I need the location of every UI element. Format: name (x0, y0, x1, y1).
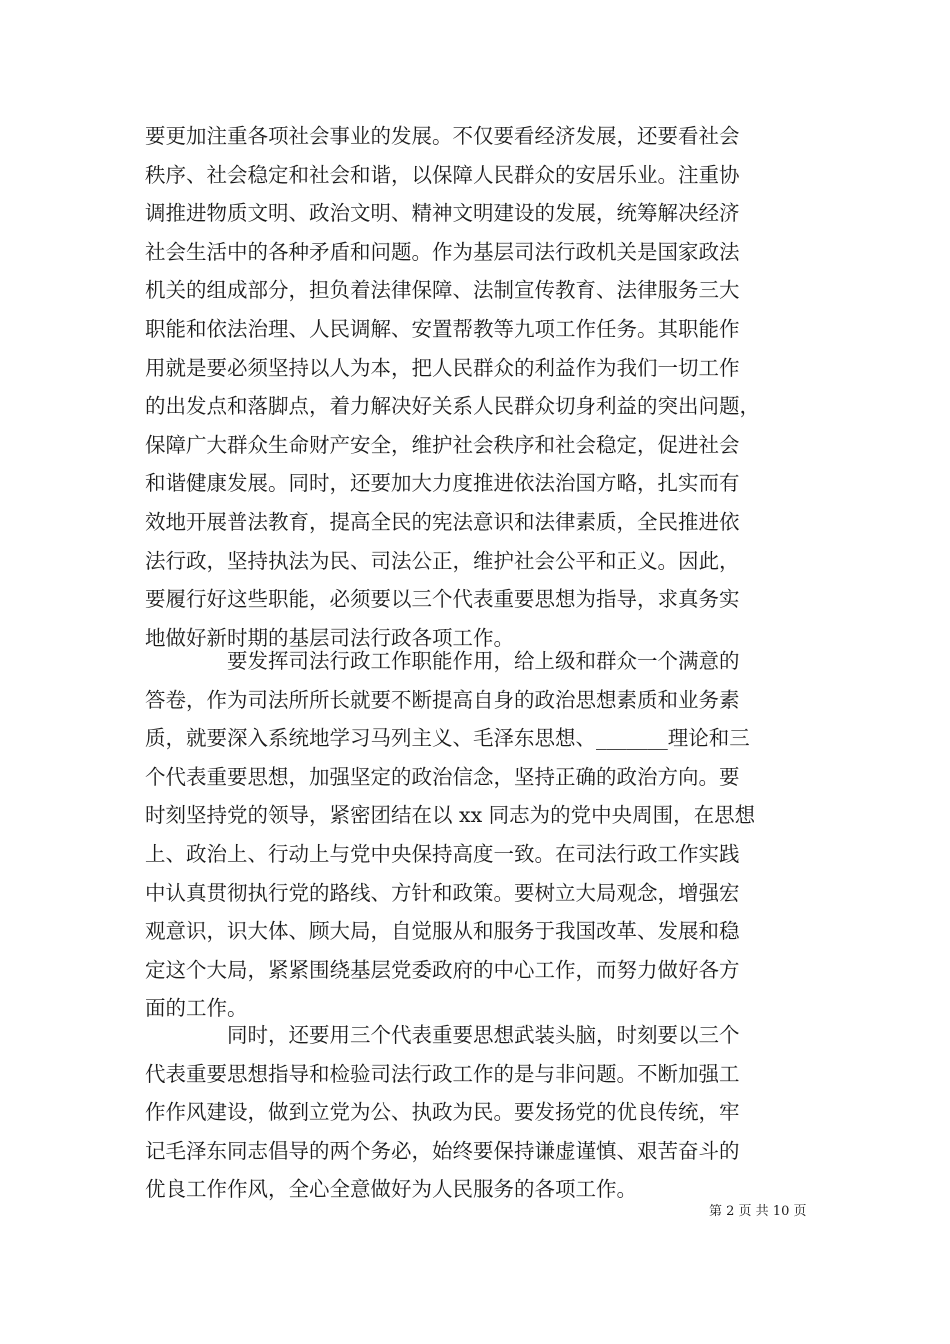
text-line: 效地开展普法教育，提高全民的宪法意识和法律素质，全民推进依 (145, 509, 740, 534)
text-line: 面的工作。 (145, 996, 248, 1021)
text-line: 职能和依法治理、人民调解、安置帮教等九项工作任务。其职能作 (145, 316, 740, 341)
text-line: 个代表重要思想，加强坚定的政治信念，坚持正确的政治方向。要 (145, 764, 740, 789)
page-number-footer: 第 2 页 共 10 页 (709, 1204, 807, 1219)
text-line: 优良工作作风，全心全意做好为人民服务的各项工作。 (145, 1177, 637, 1202)
paragraph-3 (145, 1016, 825, 1209)
text-line: 法行政，坚持执法为民、司法公正，维护社会公平和正义。因此， (145, 548, 740, 573)
text-line: 用就是要必须坚持以人为本，把人民群众的利益作为我们一切工作 (145, 355, 740, 380)
text-line: 要更加注重各项社会事业的发展。不仅要看经济发展，还要看社会 (145, 124, 740, 148)
text-line: 社会生活中的各种矛盾和问题。作为基层司法行政机关是国家政法 (145, 239, 740, 264)
text-line: 地做好新时期的基层司法行政各项工作。 (145, 625, 514, 650)
paragraph-1 (145, 117, 825, 657)
text-line: 同时，还要用三个代表重要思想武装头脑，时刻要以三个 (145, 1023, 740, 1047)
text-line: 记毛泽东同志倡导的两个务必，始终要保持谦虚谨慎、艰苦奋斗的 (145, 1138, 740, 1163)
text-line: 代表重要思想指导和检验司法行政工作的是与非问题。不断加强工 (145, 1061, 740, 1086)
text-line: 秩序、社会稳定和社会和谐，以保障人民群众的安居乐业。注重协 (145, 162, 740, 187)
text-line: 定这个大局，紧紧围绕基层党委政府的中心工作，而努力做好各方 (145, 957, 740, 982)
text-line: 答卷，作为司法所所长就要不断提高自身的政治思想素质和业务素 (145, 687, 740, 712)
text-line: 上、政治上、行动上与党中央保持高度一致。在司法行政工作实践 (145, 841, 740, 866)
text-line: 要履行好这些职能，必须要以三个代表重要思想为指导，求真务实 (145, 587, 740, 612)
text-line: 观意识，识大体、顾大局，自觉服从和服务于我国改革、发展和稳 (145, 919, 740, 944)
text-line: 机关的组成部分，担负着法律保障、法制宣传教育、法律服务三大 (145, 278, 740, 303)
text-line: 保障广大群众生命财产安全，维护社会秩序和社会稳定，促进社会 (145, 432, 740, 457)
text-line: 质，就要深入系统地学习马列主义、毛泽东思想、_______理论和三 (145, 726, 750, 751)
text-line: 作作风建设，做到立党为公、执政为民。要发扬党的优良传统，牢 (145, 1100, 740, 1125)
text-line: 的出发点和落脚点，着力解决好关系人民群众切身利益的突出问题， (145, 394, 760, 419)
text-line: 和谐健康发展。同时，还要加大力度推进依法治国方略，扎实而有 (145, 471, 740, 496)
text-line: 时刻坚持党的领导，紧密团结在以 xx 同志为的党中央周围，在思想 (145, 803, 756, 828)
text-line: 中认真贯彻执行党的路线、方针和政策。要树立大局观念，增强宏 (145, 880, 740, 905)
paragraph-2 (145, 642, 825, 1028)
text-line: 调推进物质文明、政治文明、精神文明建设的发展，统筹解决经济 (145, 201, 740, 226)
text-line: 要发挥司法行政工作职能作用，给上级和群众一个满意的 (145, 649, 740, 673)
